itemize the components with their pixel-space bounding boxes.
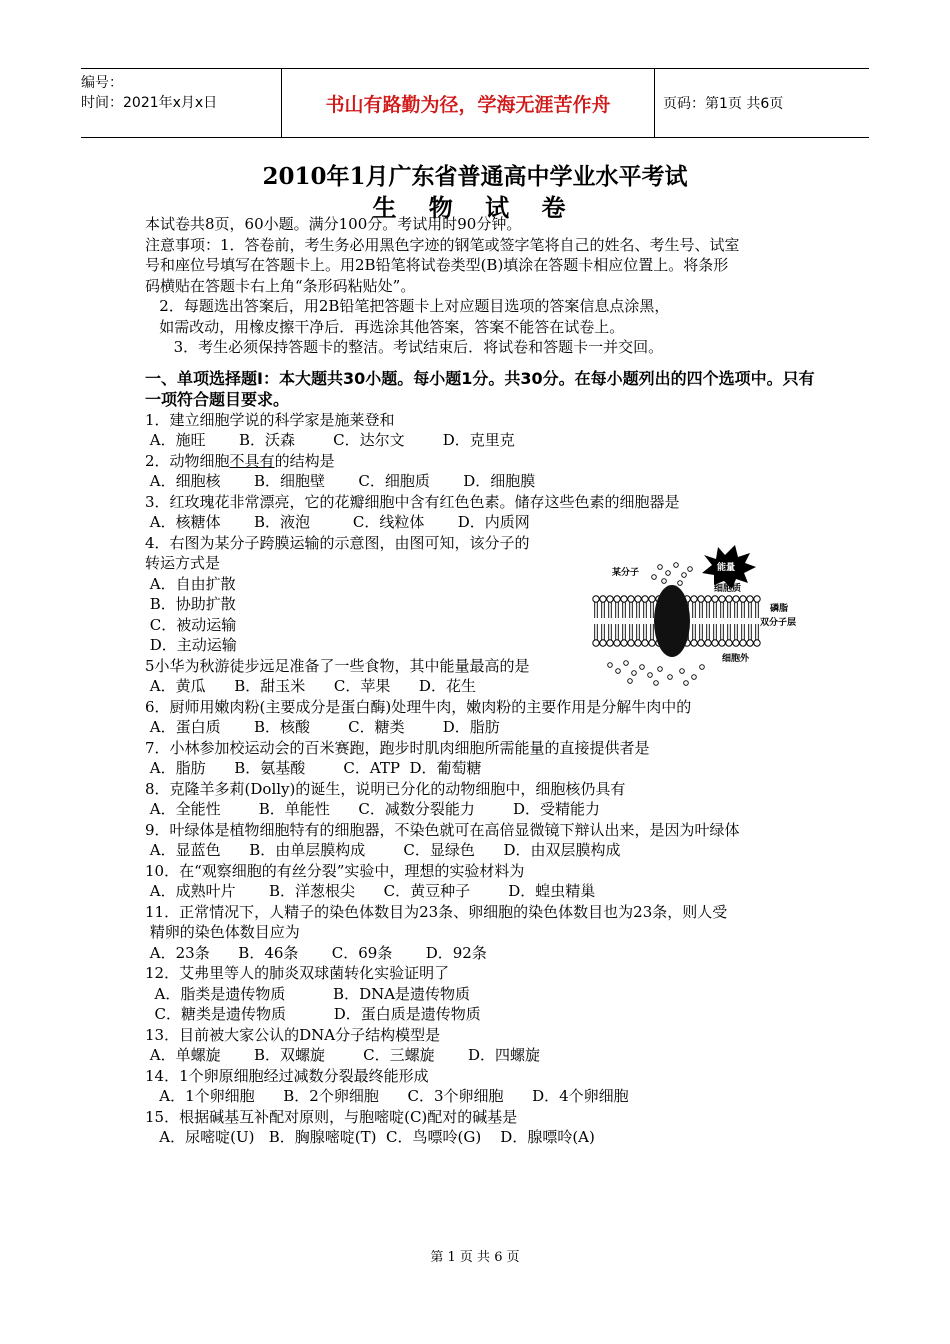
question-line: A．单螺旋 B．双螺旋 C．三螺旋 D．四螺旋	[145, 1046, 541, 1064]
phospholipid-head	[621, 640, 627, 646]
instruction-line: 如需改动，用橡皮擦干净后．再选涂其他答案，答案不能答在试卷上。	[145, 317, 625, 336]
phospholipid-head	[621, 596, 627, 602]
phospholipid-head	[726, 640, 732, 646]
molecule-dot	[608, 663, 613, 668]
question-line: 转运方式是	[145, 554, 221, 572]
phospholipid-head	[614, 640, 620, 646]
molecules-inside	[652, 563, 693, 586]
exam-title: 2010年1月广东省普通高中学业水平考试	[262, 163, 688, 190]
molecule-dot	[654, 681, 659, 686]
carrier-protein	[654, 585, 690, 657]
question-line: 13．目前被大家公认的DNA分子结构模型是	[145, 1025, 441, 1044]
page-info: 页码：第1页 共6页	[663, 96, 784, 112]
question-line: 5小华为秋游徒步远足准备了一些食物，其中能量最高的是	[145, 656, 530, 675]
phospholipid-head	[747, 596, 753, 602]
question-line: A．尿嘧啶(U) B．胸腺嘧啶(T) C．鸟嘌呤(G) D．腺嘌呤(A)	[145, 1128, 595, 1146]
molecule-dot	[652, 575, 657, 580]
question-line: A．脂类是遗传物质 B．DNA是遗传物质	[145, 984, 471, 1003]
question-line: 11．正常情况下，人精子的染色体数目为23条、卵细胞的染色体数目也为23条，则人受	[145, 902, 728, 921]
time-label: 时间：2021年x月x日	[81, 95, 218, 111]
phospholipid-head	[698, 640, 704, 646]
page-header	[81, 68, 869, 138]
cytoplasm-label: 细胞质	[714, 584, 742, 594]
header-info	[81, 69, 281, 141]
question-line: A．核糖体 B．液泡 C．线粒体 D．内质网	[145, 513, 530, 531]
question-line: 4．右图为某分子跨膜运输的示意图，由图可知，该分子的	[145, 533, 530, 552]
phospholipid-head	[691, 640, 697, 646]
phospholipid-head	[607, 640, 613, 646]
question-line: C．糖类是遗传物质 D．蛋白质是遗传物质	[145, 1005, 481, 1023]
question-line: B．协助扩散	[145, 595, 236, 613]
molecule-dot	[662, 579, 667, 584]
question-2-tail: 的结构是	[274, 451, 335, 470]
question-line: D．主动运输	[145, 636, 237, 654]
molecule-dot	[684, 681, 689, 686]
questions-part-a	[145, 410, 825, 451]
phospholipid-head	[726, 596, 732, 602]
question-line: A．1个卵细胞 B．2个卵细胞 C．3个卵细胞 D．4个卵细胞	[145, 1087, 629, 1105]
question-line: A．黄瓜 B．甜玉米 C．苹果 D．花生	[145, 677, 476, 695]
instruction-line: 本试卷共8页，60小题。满分100分。考试用时90分钟。	[145, 215, 522, 233]
energy-label: 能量	[716, 563, 736, 573]
phospholipid-head	[593, 596, 599, 602]
question-line: A．成熟叶片 B．洋葱根尖 C．黄豆种子 D．蝗虫精巢	[145, 882, 596, 900]
phospholipid-head	[740, 640, 746, 646]
question-2	[145, 451, 825, 472]
instruction-line: 3．考生必须保持答题卡的整洁。考试结束后．将试卷和答题卡一并交回。	[145, 338, 664, 356]
motto: 书山有路勤为径，学海无涯苦作舟	[281, 69, 655, 137]
molecule-dot	[692, 675, 697, 680]
phospholipid-head	[607, 596, 613, 602]
question-line: A．脂肪 B．氨基酸 C．ATP D．葡萄糖	[145, 759, 482, 777]
molecule-dot	[624, 661, 629, 666]
question-2-text: 2．动物细胞	[145, 451, 230, 470]
phospholipid-head	[628, 640, 634, 646]
phospholipid-head	[635, 596, 641, 602]
question-line: C．被动运输	[145, 615, 237, 634]
molecule-dot	[682, 573, 687, 578]
molecule-dot	[666, 571, 671, 576]
molecule-dot	[700, 665, 705, 670]
question-line: 6．厨师用嫩肉粉(主要成分是蛋白酶)处理牛肉，嫩肉粉的主要作用是分解牛肉中的	[145, 697, 692, 716]
instruction-line: 2．每题选出答案后，用2B铅笔把答题卡上对应题目选项的答案信息点涂黑，	[145, 297, 670, 315]
phospholipid-head	[719, 640, 725, 646]
question-line: 9．叶绿体是植物细胞特有的细胞器，不染色就可在高倍显微镜下辩认出来，是因为叶绿体	[145, 820, 740, 839]
phospholipid-head	[635, 640, 641, 646]
page-footer: 第 1 页 共 6 页	[430, 1250, 520, 1265]
question-line: 14．1个卵原细胞经过减数分裂最终能形成	[145, 1066, 429, 1085]
phospholipid-head	[600, 596, 606, 602]
membrane-transport-figure	[590, 543, 812, 691]
molecule-dot	[674, 563, 679, 568]
molecules-outside	[608, 661, 705, 686]
phospholipid-head	[705, 640, 711, 646]
molecule-dot	[616, 669, 621, 674]
phospholipid-head	[747, 640, 753, 646]
phospholipid-head	[754, 596, 760, 602]
phospholipid-head	[740, 596, 746, 602]
molecule-dot	[632, 671, 637, 676]
phospholipid-head	[712, 640, 718, 646]
question-line: A．自由扩散	[145, 574, 236, 593]
question-line: A．细胞核 B．细胞壁 C．细胞质 D．细胞膜	[145, 472, 536, 490]
instructions	[145, 214, 825, 358]
question-line: 7．小林参加校运动会的百米赛跑，跑步时肌肉细胞所需能量的直接提供者是	[145, 738, 650, 757]
molecule-dot	[640, 665, 645, 670]
question-2-emphasis: 不具有	[229, 451, 275, 470]
question-line: A．蛋白质 B．核酸 C．糖类 D．脂肪	[145, 718, 500, 736]
exam-subtitle: 生 物 试 卷	[372, 193, 578, 222]
molecule-dot	[688, 567, 693, 572]
phospholipid-head	[628, 596, 634, 602]
phospholipid-head	[698, 596, 704, 602]
question-line: 3．红玫瑰花非常漂亮，它的花瓣细胞中含有红色色素。储存这些色素的细胞器是	[145, 492, 680, 511]
instruction-line: 注意事项：1．答卷前，考生务必用黑色字迹的钢笔或签字笔将自己的姓名、考生号、试室	[145, 235, 740, 254]
phospholipid-head	[691, 596, 697, 602]
section-heading: 一、单项选择题Ⅰ：本大题共30小题。每小题1分。共30分。在每小题列出的四个选项中。只有一项符合题目要求。	[145, 368, 815, 409]
molecule-dot	[658, 667, 663, 672]
serial-label: 编号：	[81, 75, 123, 91]
phospholipid-head	[719, 596, 725, 602]
phospholipid-head	[593, 640, 599, 646]
phospholipid-head	[649, 596, 655, 602]
question-line: A．施旺 B．沃森 C．达尔文 D．克里克	[145, 431, 515, 449]
outside-label: 细胞外	[722, 654, 750, 664]
phospholipid-head	[733, 640, 739, 646]
molecule-dot	[680, 669, 685, 674]
instruction-line: 号和座位号填写在答题卡上。用2B铅笔将试卷类型(B)填涂在答题卡相应位置上。将条形	[145, 256, 729, 274]
phospholipid-head	[614, 596, 620, 602]
question-line: A．23条 B．46条 C．69条 D．92条	[145, 943, 487, 962]
phospholipid-head	[754, 640, 760, 646]
phospholipid-head	[733, 596, 739, 602]
bilayer-label: 双分子层	[760, 618, 797, 628]
question-line: 12．艾弗里等人的肺炎双球菌转化实验证明了	[145, 964, 450, 982]
phospholipid-head	[649, 640, 655, 646]
molecule-dot	[628, 679, 633, 684]
instruction-line: 码横贴在答题卡右上角“条形码粘贴处”。	[145, 276, 416, 295]
phospholipid-head	[600, 640, 606, 646]
question-line: 精卵的染色体数目应为	[145, 923, 300, 941]
molecule-dot	[648, 673, 653, 678]
question-line: 1．建立细胞学说的科学家是施莱登和	[145, 410, 395, 429]
question-line: 8．克隆羊多莉(Dolly)的诞生，说明已分化的动物细胞中，细胞核仍具有	[145, 779, 626, 798]
phospholipid-head	[642, 640, 648, 646]
molecule-dot	[658, 565, 663, 570]
molecule-label: 某分子	[612, 568, 640, 578]
question-line: 15．根据碱基互补配对原则，与胞嘧啶(C)配对的碱基是	[145, 1107, 518, 1126]
molecule-dot	[678, 581, 683, 586]
phospholipid-head	[712, 596, 718, 602]
phospholipid-head	[642, 596, 648, 602]
molecule-dot	[668, 675, 673, 680]
phospholipid-label: 磷脂	[770, 604, 789, 614]
question-line: A．全能性 B．单能性 C．减数分裂能力 D．受精能力	[145, 800, 601, 818]
question-line: A．显蓝色 B．由单层膜构成 C．显绿色 D．由双层膜构成	[145, 841, 621, 859]
question-line: 10．在“观察细胞的有丝分裂”实验中，理想的实验材料为	[145, 861, 525, 880]
phospholipid-head	[705, 596, 711, 602]
